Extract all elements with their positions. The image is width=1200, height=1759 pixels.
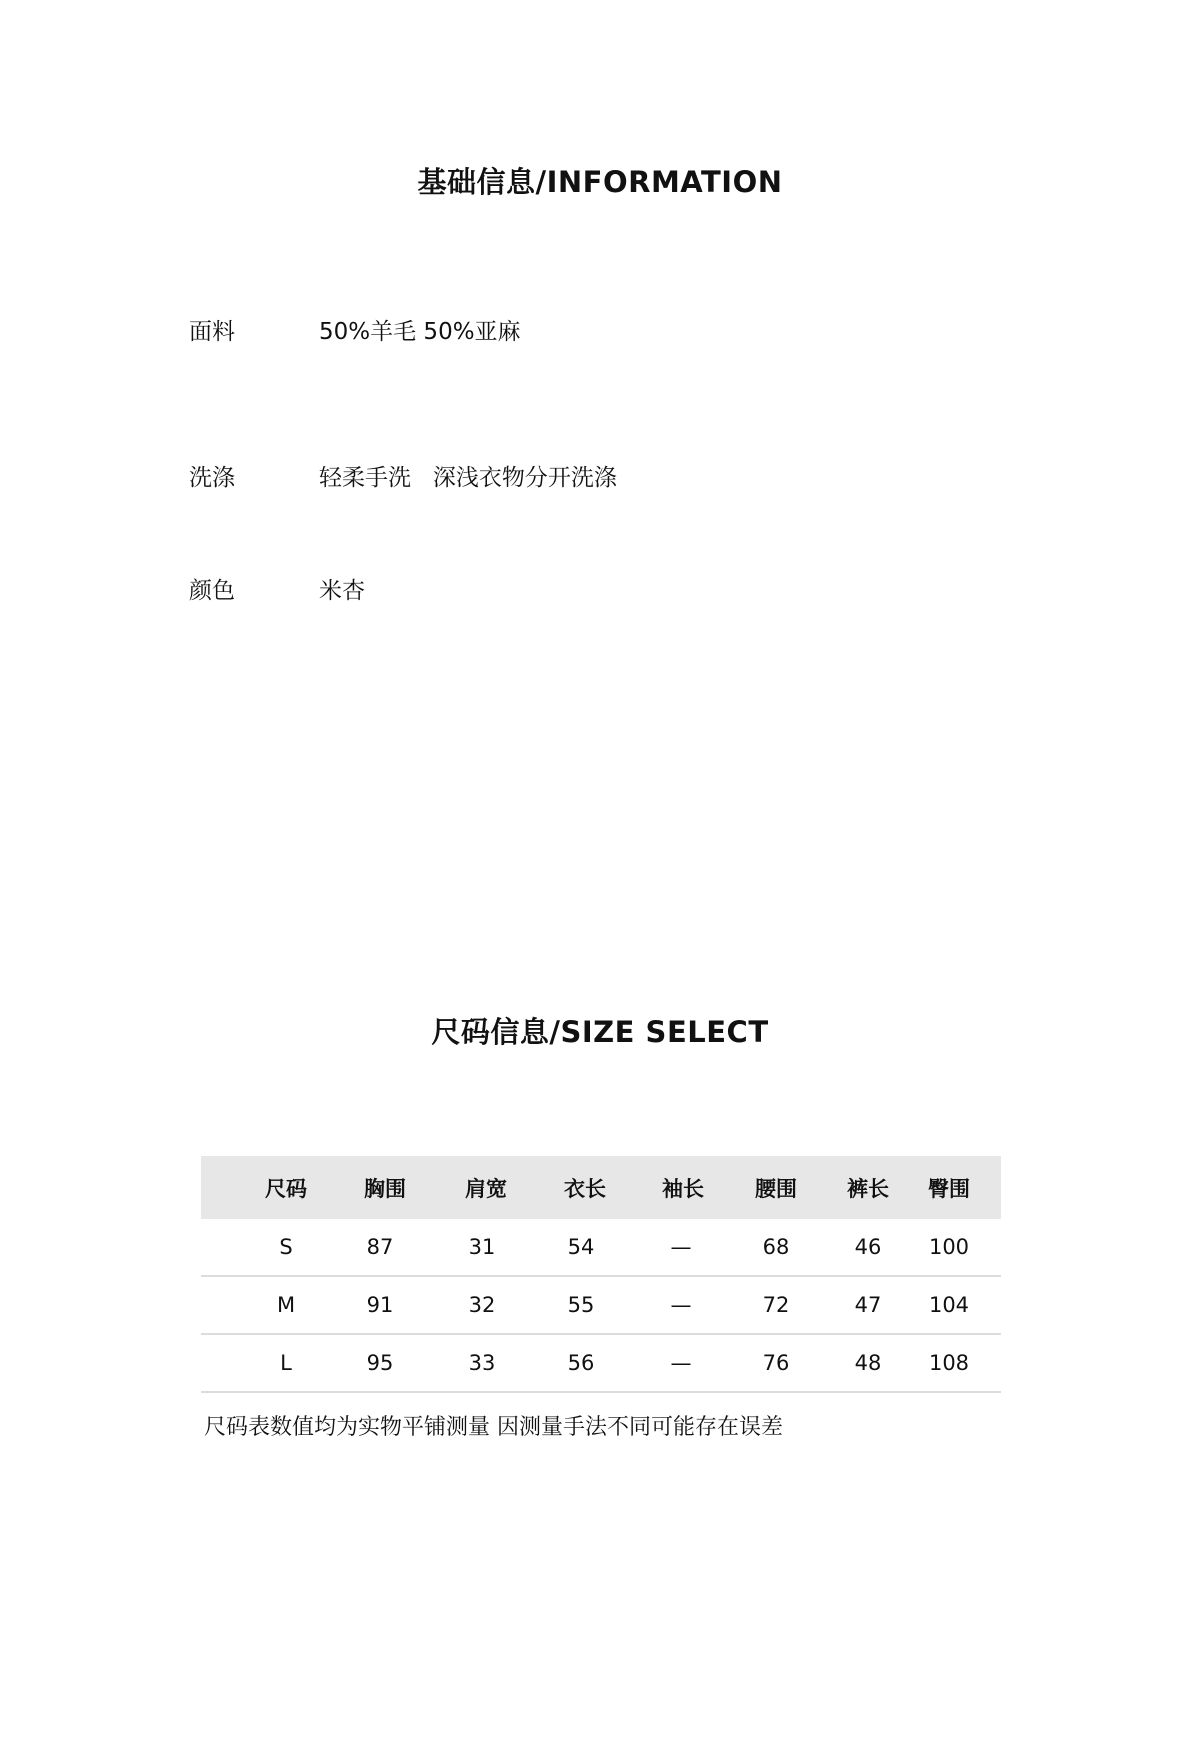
cell-length: 55 — [567, 1293, 595, 1317]
wash-label: 洗涤 — [189, 465, 235, 491]
cell-sleeve: — — [670, 1351, 692, 1375]
cell-hip: 100 — [928, 1235, 970, 1259]
cell-size: M — [276, 1293, 296, 1317]
header-sleeve: 袖长 — [662, 1176, 704, 1201]
table-row — [201, 1335, 1001, 1393]
table-row — [201, 1219, 1001, 1277]
color-value: 米杏 — [319, 578, 365, 604]
cell-pants-length: 47 — [854, 1293, 882, 1317]
cell-waist: 68 — [762, 1235, 790, 1259]
information-title: 基础信息/INFORMATION — [417, 165, 783, 199]
table-header — [201, 1156, 1001, 1219]
cell-shoulder: 33 — [468, 1351, 496, 1375]
cell-sleeve: — — [670, 1235, 692, 1259]
cell-sleeve: — — [670, 1293, 692, 1317]
size-title: 尺码信息/SIZE SELECT — [431, 1015, 769, 1049]
header-length: 衣长 — [564, 1176, 606, 1201]
fabric-label: 面料 — [189, 319, 235, 345]
header-shoulder: 肩宽 — [465, 1176, 507, 1201]
cell-hip: 108 — [928, 1351, 970, 1375]
cell-pants-length: 48 — [854, 1351, 882, 1375]
cell-shoulder: 32 — [468, 1293, 496, 1317]
header-chest: 胸围 — [364, 1176, 406, 1201]
cell-length: 54 — [567, 1235, 595, 1259]
cell-chest: 95 — [366, 1351, 394, 1375]
header-waist: 腰围 — [755, 1176, 797, 1201]
cell-waist: 76 — [762, 1351, 790, 1375]
cell-pants-length: 46 — [854, 1235, 882, 1259]
cell-shoulder: 31 — [468, 1235, 496, 1259]
color-label: 颜色 — [189, 578, 235, 604]
cell-chest: 87 — [366, 1235, 394, 1259]
size-table — [201, 1156, 1001, 1393]
cell-hip: 104 — [928, 1293, 970, 1317]
cell-size: S — [279, 1235, 293, 1259]
fabric-value: 50%羊毛 50%亚麻 — [319, 319, 521, 345]
cell-size: L — [280, 1351, 292, 1375]
header-size: 尺码 — [265, 1176, 307, 1201]
size-note: 尺码表数值均为实物平铺测量 因测量手法不同可能存在误差 — [204, 1415, 783, 1440]
header-pants-length: 裤长 — [847, 1176, 889, 1201]
table-row — [201, 1277, 1001, 1335]
cell-length: 56 — [567, 1351, 595, 1375]
cell-waist: 72 — [762, 1293, 790, 1317]
header-hip: 臀围 — [928, 1176, 970, 1201]
wash-value: 轻柔手洗 深浅衣物分开洗涤 — [319, 465, 617, 491]
cell-chest: 91 — [366, 1293, 394, 1317]
